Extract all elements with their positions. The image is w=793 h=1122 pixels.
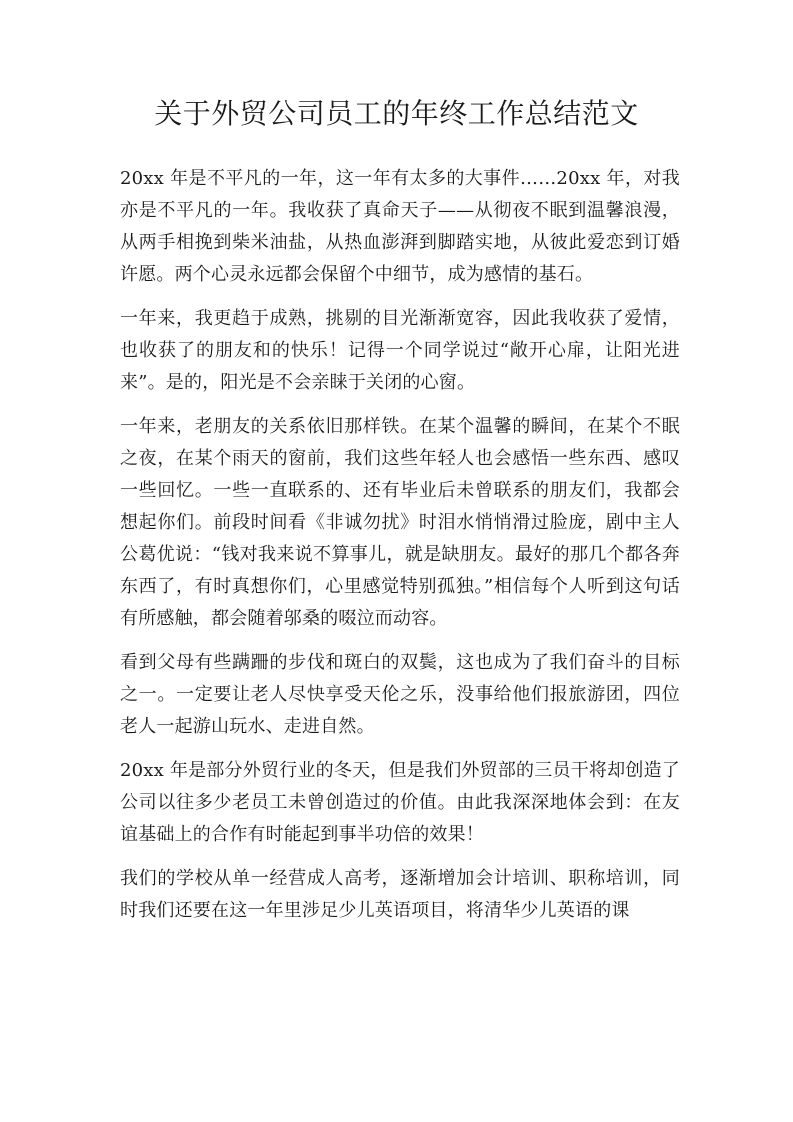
paragraph: 我们的学校从单一经营成人高考，逐渐增加会计培训、职称培训，同时我们还要在这一年里涉足少儿英语项目，将清华少儿英语的课 — [120, 868, 680, 921]
paragraph: 一年来，我更趋于成熟，挑剔的目光渐渐宽容，因此我收获了爱情，也收获了的朋友和的快乐！记得一个同学说过“敞开心扉，让阳光进来”。是的，阳光是不会亲睐于关闭的心窗。 — [120, 308, 680, 393]
document-body — [120, 163, 680, 939]
paragraph: 20xx 年是不平凡的一年，这一年有太多的大事件……20xx 年，对我亦是不平凡的一年。我收获了真命天子——从彻夜不眠到温馨浪漫，从两手相挽到柴米油盐，从热血澎湃到脚踏实地，从彼此爱恋到订婚许愿。两个心灵永远都会保留个中细节，成为感情的基石。 — [120, 168, 680, 285]
paragraph: 看到父母有些蹒跚的步伐和斑白的双鬓，这也成为了我们奋斗的目标之一。一定要让老人尽快享受天伦之乐，没事给他们报旅游团，四位老人一起游山玩水、走进自然。 — [120, 652, 680, 737]
paragraph: 一年来，老朋友的关系依旧那样铁。在某个温馨的瞬间，在某个不眠之夜，在某个雨天的窗前，我们这些年轻人也会感悟一些东西、感叹一些回忆。一些一直联系的、还有毕业后未曾联系的朋友们，我都会想起你们。前段时间看《非诚勿扰》时泪水悄悄滑过脸庞，剧中主人公葛优说：“钱对我来说不算事儿，就是缺朋友。最好的那几个都各奔东西了，有时真想你们，心里感觉特别孤独。”相信每个人听到这句话有所感触，都会随着邬桑的啜泣而动容。 — [120, 416, 680, 629]
document-title: 关于外贸公司员工的年终工作总结范文 — [154, 97, 639, 130]
paragraph: 20xx 年是部分外贸行业的冬天，但是我们外贸部的三员干将却创造了公司以往多少老员工未曾创造过的价值。由此我深深地体会到：在友谊基础上的合作有时能起到事半功倍的效果！ — [120, 760, 680, 845]
